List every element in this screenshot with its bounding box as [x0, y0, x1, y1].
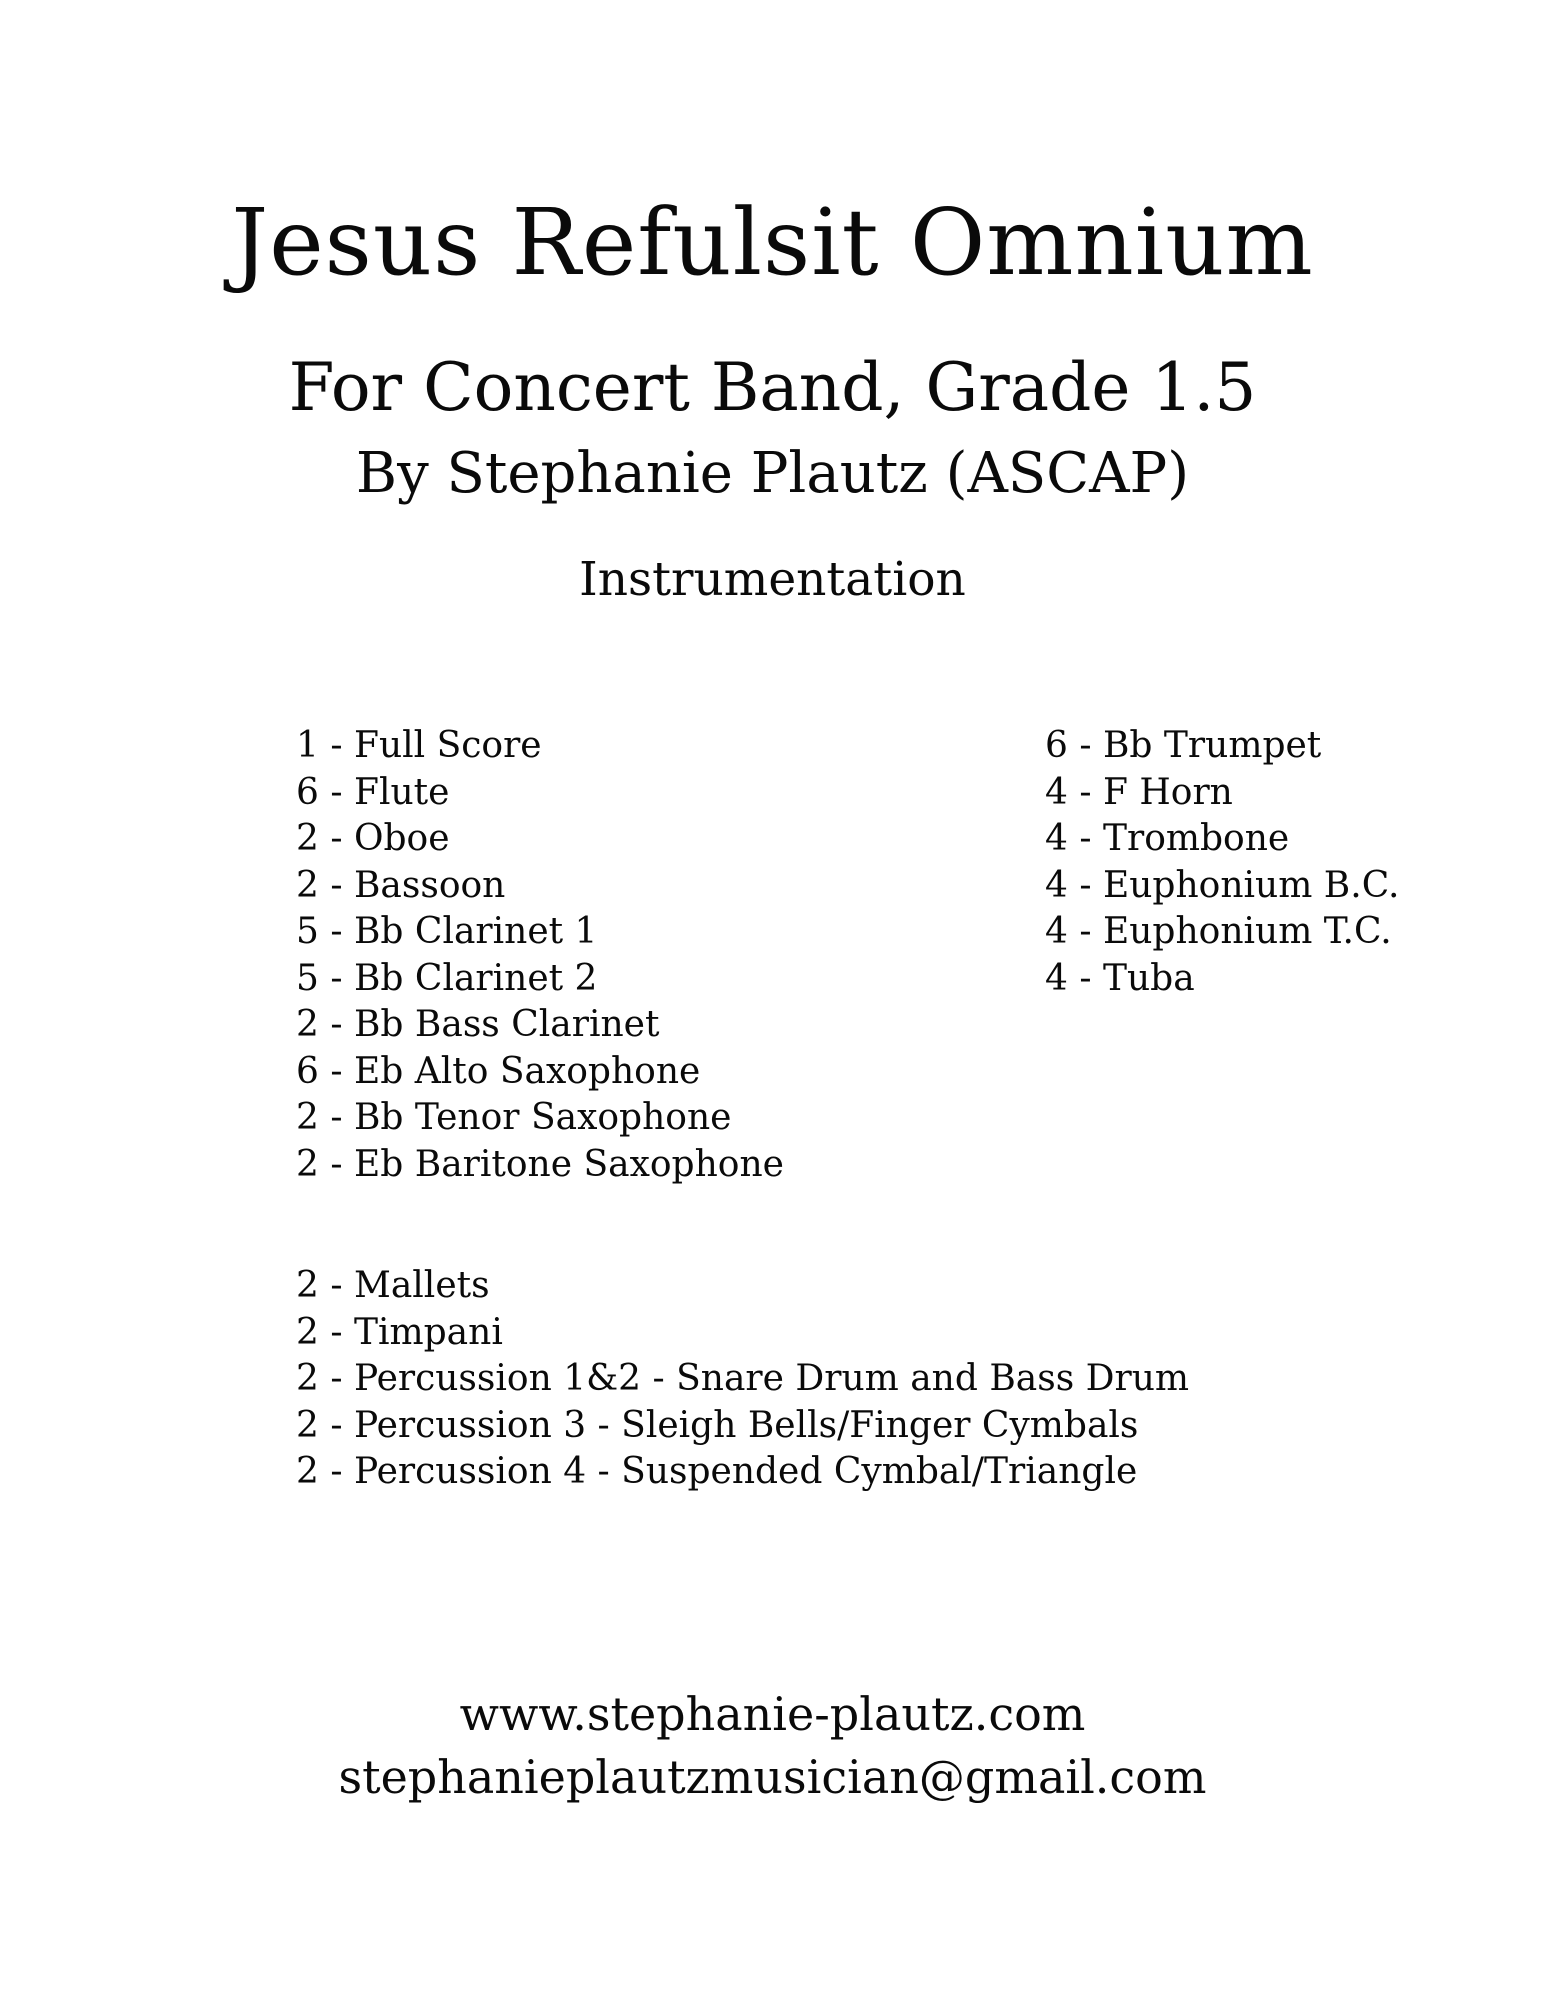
part-name: Euphonium B.C. [1102, 864, 1400, 906]
website-text: www.stephanie-plautz.com [459, 1687, 1086, 1741]
part-name: Bb Clarinet 1 [353, 911, 598, 952]
part-name: Bb Trumpet [1102, 725, 1322, 766]
part-count: 5 - [296, 958, 354, 999]
part-count: 4 - [1045, 911, 1103, 952]
list-item [296, 1263, 1189, 1310]
part-count: 6 - [1045, 725, 1103, 766]
part-count: 4 - [1045, 772, 1103, 813]
part-name: Bb Clarinet 2 [353, 957, 598, 999]
list-item [296, 863, 784, 910]
page-title: Jesus Refulsit Omnium [231, 189, 1314, 296]
part-count: 4 - [1045, 958, 1103, 999]
list-item [296, 723, 784, 770]
list-item [296, 956, 784, 1003]
list-item [1045, 863, 1399, 910]
part-count: 5 - [296, 911, 354, 952]
part-name: Bassoon [353, 864, 506, 906]
part-count: 4 - [1045, 818, 1103, 859]
instrumentation-list-brass [1045, 723, 1399, 1002]
part-name: Eb Alto Saxophone [353, 1050, 701, 1092]
list-item [1045, 956, 1399, 1003]
part-count: 6 - [296, 772, 354, 813]
list-item [296, 909, 784, 956]
list-item [296, 1142, 784, 1189]
part-name: Euphonium T.C. [1102, 911, 1392, 952]
list-item [296, 1403, 1189, 1450]
list-item [296, 1002, 784, 1049]
part-count: 2 - [296, 1312, 354, 1353]
instrumentation-heading: Instrumentation [579, 552, 966, 607]
list-item [296, 1356, 1189, 1403]
list-item [296, 1095, 784, 1142]
part-name: F Horn [1102, 771, 1233, 813]
list-item [296, 770, 784, 817]
instrumentation-list-woodwinds [296, 723, 784, 1188]
list-item [296, 816, 784, 863]
part-count: 2 - [296, 1265, 354, 1306]
part-count: 2 - [296, 1097, 354, 1138]
part-count: 2 - [296, 865, 354, 906]
list-item [1045, 909, 1399, 956]
part-name: Timpani [353, 1311, 503, 1353]
list-item [296, 1310, 1189, 1357]
list-item [1045, 723, 1399, 770]
part-name: Tuba [1102, 957, 1195, 999]
list-item [1045, 816, 1399, 863]
part-name: Trombone [1102, 818, 1290, 859]
part-name: Percussion 4 - Suspended Cymbal/Triangle [353, 1451, 1138, 1492]
part-name: Bb Bass Clarinet [353, 1004, 660, 1045]
part-count: 2 - [296, 1144, 354, 1185]
part-name: Percussion 3 - Sleigh Bells/Finger Cymbals [353, 1404, 1139, 1446]
part-name: Flute [353, 771, 450, 813]
part-count: 2 - [296, 818, 354, 859]
part-count: 2 - [296, 1405, 354, 1446]
part-name: Eb Baritone Saxophone [353, 1143, 784, 1185]
part-name: Oboe [353, 818, 450, 859]
part-count: 4 - [1045, 865, 1103, 906]
list-item [296, 1049, 784, 1096]
part-count: 2 - [296, 1451, 354, 1492]
instrumentation-list-percussion [296, 1263, 1189, 1496]
list-item [1045, 770, 1399, 817]
part-name: Mallets [353, 1265, 490, 1306]
part-name: Full Score [353, 725, 542, 766]
part-count: 1 - [296, 725, 354, 766]
part-count: 2 - [296, 1358, 354, 1399]
part-count: 2 - [296, 1004, 354, 1045]
composer-byline: By Stephanie Plautz (ASCAP) [355, 441, 1190, 506]
part-name: Bb Tenor Saxophone [353, 1097, 732, 1138]
subtitle: For Concert Band, Grade 1.5 [288, 349, 1257, 426]
email-text: stephanieplautzmusician@gmail.com [338, 1750, 1207, 1804]
part-count: 6 - [296, 1051, 354, 1092]
part-name: Percussion 1&2 - Snare Drum and Bass Drum [353, 1358, 1190, 1399]
list-item [296, 1449, 1189, 1496]
